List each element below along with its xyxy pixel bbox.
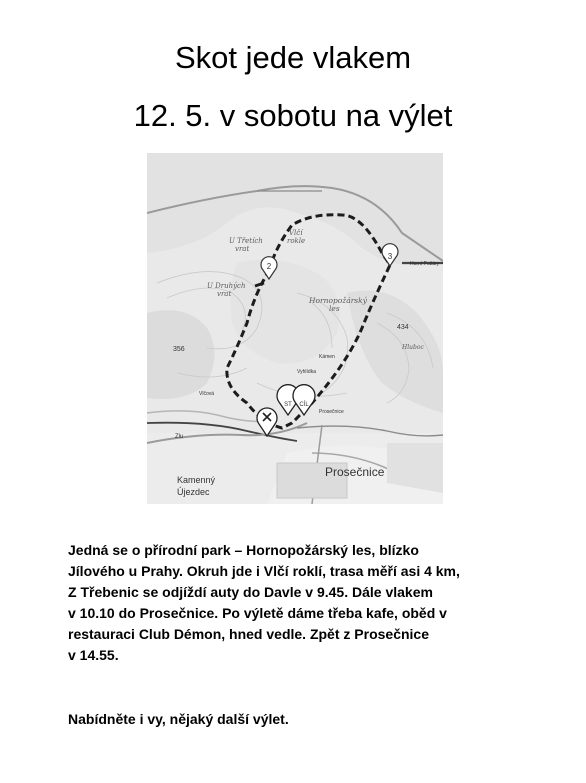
description-line: v 10.10 do Prosečnice. Po výletě dáme třeba kafe, oběd v	[68, 605, 447, 621]
description-line: v 14.55.	[68, 647, 119, 663]
route-map[interactable]	[147, 153, 443, 504]
description-line: Z Třebenic se odjíždí auty do Davle v 9.45. Dále vlakem	[68, 584, 433, 600]
label-hornopozarsky-les-2: les	[329, 304, 340, 313]
label-u-druhych-vrat-2: vrat	[217, 290, 232, 298]
description-paragraph	[68, 540, 538, 666]
label-u-druhych-vrat: U Druhých	[207, 282, 246, 290]
marker-2-label: 2	[266, 262, 272, 271]
marker-3-label: 3	[387, 252, 393, 261]
footer-note: Nabídněte i vy, nějaký další výlet.	[68, 711, 289, 727]
label-vlacova: Vlčová	[199, 391, 215, 397]
description-line: Jílového u Prahy. Okruh jde i Vlčí roklí, trasa měří asi 4 km,	[68, 563, 460, 579]
title-line-2: 12. 5. v sobotu na výlet	[133, 98, 453, 133]
label-prosecnice: Prosečnice	[325, 465, 385, 479]
marker-start-label: ST	[284, 402, 292, 408]
label-u-tretich-vrat: U Třetích	[229, 237, 263, 245]
label-zlu: Zlu	[175, 434, 184, 440]
label-kamen: Kámen	[319, 354, 335, 360]
label-horni-pozary: Horní Požáry	[410, 261, 440, 267]
map-marker-restaurant[interactable]	[257, 408, 277, 436]
label-kamenny-ujezdec: Kamenný	[177, 475, 216, 485]
map-marker-cil[interactable]	[293, 385, 315, 415]
label-hluboc: Hluboc	[402, 344, 424, 351]
description-line: Jedná se o přírodní park – Hornopožárský les, blízko	[68, 542, 419, 558]
label-prosecnice-station: Prosečnice	[319, 409, 344, 415]
label-u-tretich-vrat-2: vrat	[235, 245, 250, 253]
label-vlci-rokle: Vlčí	[289, 229, 303, 237]
label-kamenny-ujezdec-2: Újezdec	[177, 487, 210, 497]
label-vyhlidka: Vyhlídka	[297, 369, 316, 375]
map-canvas	[147, 153, 443, 504]
label-elev-356: 356	[173, 346, 185, 353]
marker-cil-label: CÍL	[299, 402, 309, 408]
label-hornopozarsky-les: Hornopožárský	[309, 296, 367, 305]
description-line: restauraci Club Démon, hned vedle. Zpět z Prosečnice	[68, 626, 429, 642]
label-vlci-rokle-2: rokle	[287, 237, 306, 245]
label-elev-434: 434	[397, 324, 409, 331]
title-line-1: Skot jede vlakem	[174, 40, 412, 75]
